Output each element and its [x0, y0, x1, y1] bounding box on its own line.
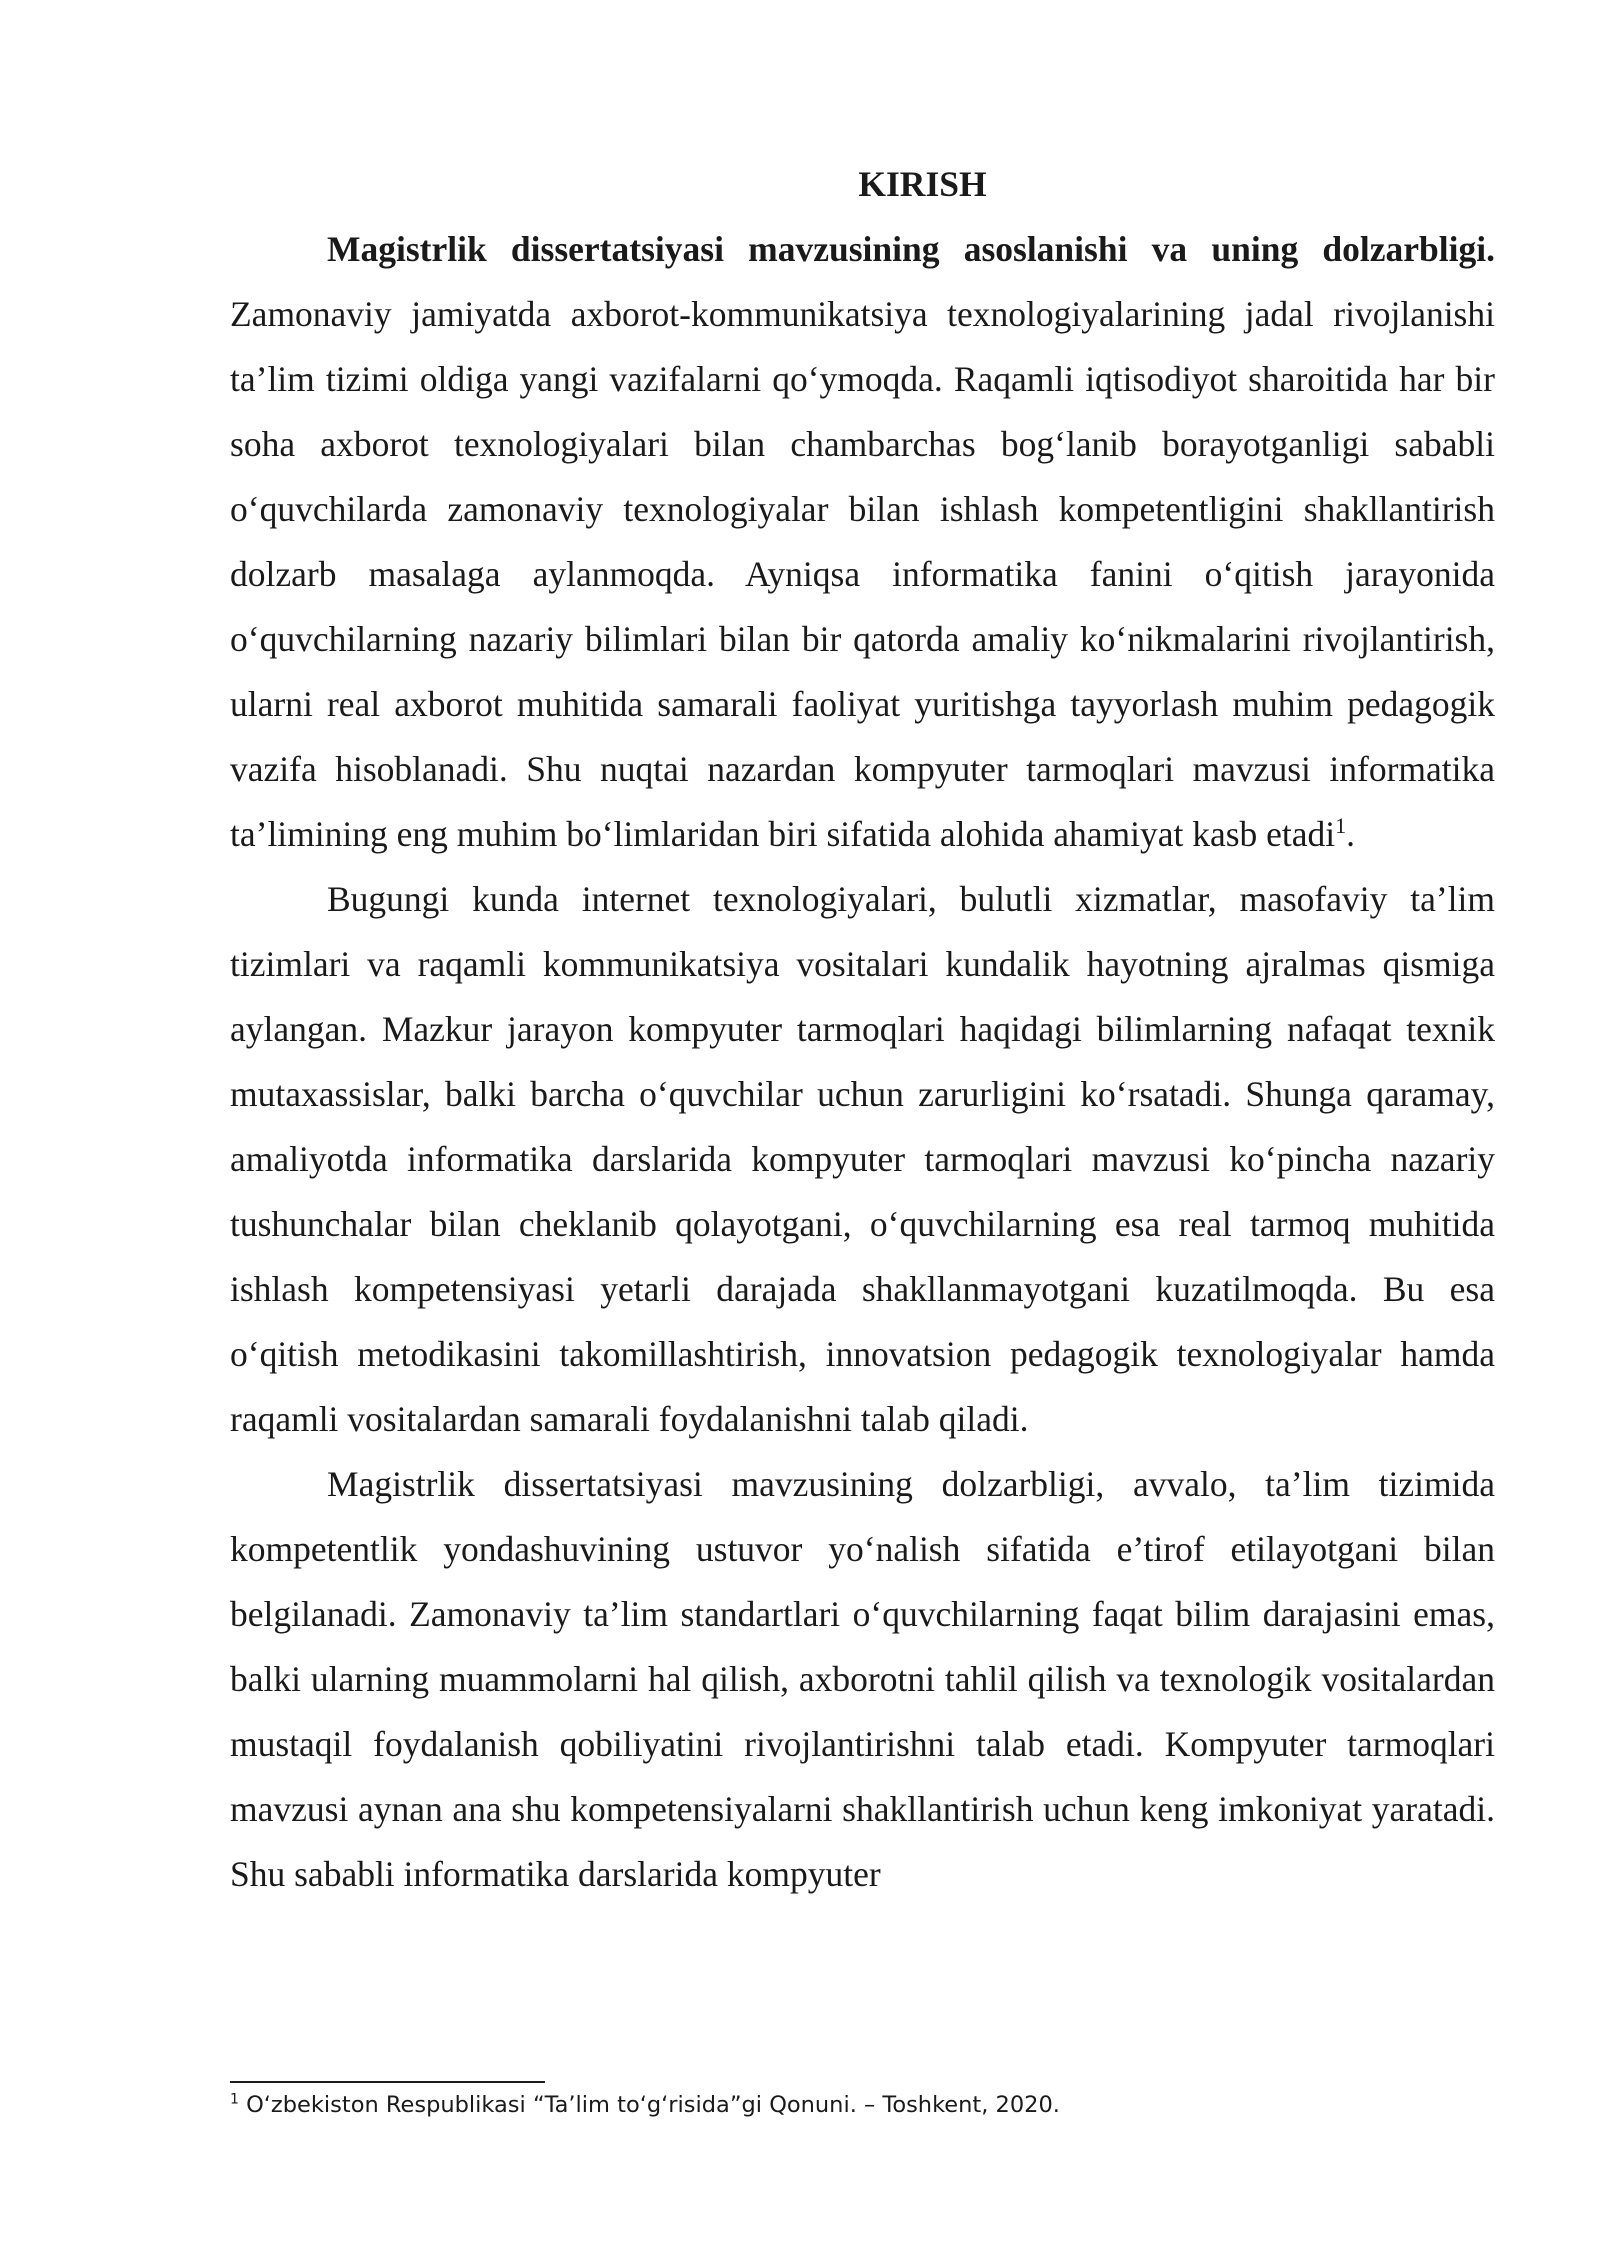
section-lead: Magistrlik dissertatsiyasi mavzusining asoslanishi va uning dolzarbligi. [327, 229, 1495, 269]
footnote [230, 2088, 1495, 2122]
paragraph-1 [230, 217, 1495, 867]
footnote-text: O‘zbekiston Respublikasi “Ta’lim to‘g‘risida”gi Qonuni. – Toshkent, 2020. [238, 2092, 1060, 2118]
footnote-separator [230, 2081, 545, 2083]
footnote-ref[interactable]: 1 [1335, 813, 1347, 839]
paragraph-3: Magistrlik dissertatsiyasi mavzusining dolzarbligi, avvalo, ta’lim tizimida kompetentlik yondashuvining ustuvor yo‘nalish sifatida e’tirof etilayotgani bilan belgilanadi. Zamonaviy ta’lim standartlari o‘quvchilarning faqat bilim darajasini emas, balki ularning muammolarni hal qilish, axborotni tahlil qilish va texnologik vositalardan mustaqil foydalanish qobiliyatini rivojlantirishni talab etadi. Kompyuter tarmoqlari mavzusi aynan ana shu kompetensiyalarni shakllantirish uchun keng imkoniyat yaratadi. Shu sababli informatika darslarida kompyuter [230, 1464, 1495, 1894]
main-content [230, 152, 1495, 1907]
paragraph-2: Bugungi kunda internet texnologiyalari, bulutli xizmatlar, masofaviy ta’lim tizimlari va raqamli kommunikatsiya vositalari kundalik hayotning ajralmas qismiga aylangan. Mazkur jarayon kompyuter tarmoqlari haqidagi bilimlarning nafaqat texnik mutaxassislar, balki barcha o‘quvchilar uchun zarurligini ko‘rsatadi. Shunga qaramay, amaliyotda informatika darslarida kompyuter tarmoqlari mavzusi ko‘pincha nazariy tushunchalar bilan cheklanib qolayotgani, o‘quvchilarning esa real tarmoq muhitida ishlash kompetensiyasi yetarli darajada shakllanmayotgani kuzatilmoqda. Bu esa o‘qitish metodikasini takomillashtirish, innovatsion pedagogik texnologiyalar hamda raqamli vositalardan samarali foydalanishni talab qiladi. [230, 879, 1495, 1439]
page-title: KIRISH [858, 164, 987, 204]
footnote-marker: 1 [230, 2091, 239, 2108]
paragraph-1-tail: . [1346, 814, 1356, 854]
paragraph-1-text: Zamonaviy jamiyatda axborot-kommunikatsiya texnologiyalarining jadal rivojlanishi ta’lim tizimi oldiga yangi vazifalarni qo‘ymoqda. Raqamli iqtisodiyot sharoitida har bir soha axborot texnologiyalari bilan chambarchas bog‘lanib borayotganligi sababli o‘quvchilarda zamonaviy texnologiyalar bilan ishlash kompetentligini shakllantirish dolzarb masalaga aylanmoqda. Ayniqsa informatika fanini o‘qitish jarayonida o‘quvchilarning nazariy bilimlari bilan bir qatorda amaliy ko‘nikmalarini rivojlantirish, ularni real axborot muhitida samarali faoliyat yuritishga tayyorlash muhim pedagogik vazifa hisoblanadi. Shu nuqtai nazardan kompyuter tarmoqlari mavzusi informatika ta’limining eng muhim bo‘limlaridan biri sifatida alohida ahamiyat kasb etadi [230, 294, 1495, 854]
